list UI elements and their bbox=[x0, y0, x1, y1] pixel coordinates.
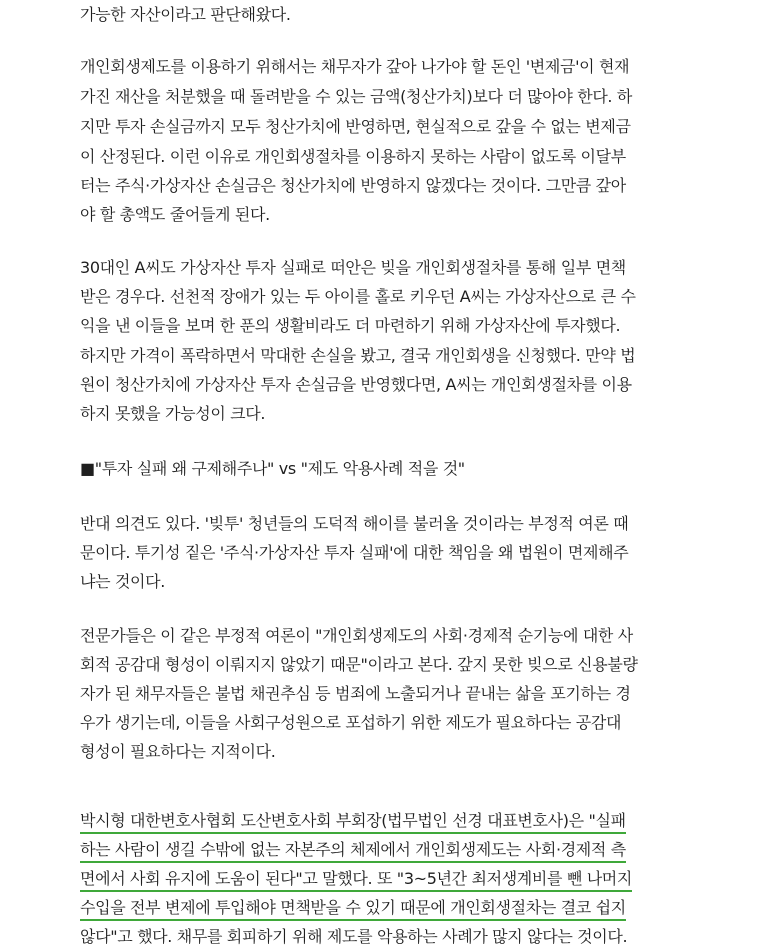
section-subheading: ■"투자 실패 왜 구제해주나" vs "제도 악용사례 적을 것" bbox=[80, 459, 465, 478]
highlighted-text-line: 면에서 사회 유지에 도움이 된다"고 말했다. 또 "3~5년간 최저생계비를 뺀 나머지 bbox=[80, 864, 632, 894]
text-span: 채무를 회피하기 위해 제도를 악용하는 사례가 많지 않다는 것이다. bbox=[172, 927, 628, 946]
text-line: 가진 재산을 처분했을 때 돌려받을 수 있는 금액(청산가치)보다 더 많아야 한다. 하 bbox=[80, 87, 633, 106]
highlighted-text-line: 박시형 대한변호사협회 도산변호사회 부회장(법무법인 선경 대표변호사)은 "실패 bbox=[80, 806, 626, 836]
text-line bbox=[80, 922, 627, 952]
text-line: 받은 경우다. 선천적 장애가 있는 두 아이를 홀로 키우던 A씨는 가상자산으로 큰 수 bbox=[80, 287, 636, 306]
text-line: 지만 투자 손실금까지 모두 청산가치에 반영하면, 현실적으로 갚을 수 없는 변제금 bbox=[80, 117, 631, 136]
text-line: 하지만 가격이 폭락하면서 막대한 손실을 봤고, 결국 개인회생을 신청했다. 만약 법 bbox=[80, 346, 636, 365]
text-line: 자가 된 채무자들은 불법 채권추심 등 범죄에 노출되거나 끝내는 삶을 포기하는 경 bbox=[80, 684, 631, 703]
text-line: 하지 못했을 가능성이 크다. bbox=[80, 404, 266, 423]
text-line: 냐는 것이다. bbox=[80, 572, 166, 591]
text-line: 우가 생기는데, 이들을 사회구성원으로 포섭하기 위한 제도가 필요하다는 공감대 bbox=[80, 713, 622, 732]
text-line: 가능한 자산이라고 판단해왔다. bbox=[80, 5, 291, 24]
text-line: 형성이 필요하다는 지적이다. bbox=[80, 742, 276, 761]
text-line: 회적 공감대 형성이 이뤄지지 않았기 때문"이라고 본다. 갚지 못한 빚으로 신용불량 bbox=[80, 655, 638, 674]
text-line: 문이다. 투기성 짙은 '주식·가상자산 투자 실패'에 대한 책임을 왜 법원이 면제해주 bbox=[80, 543, 629, 562]
text-line: 반대 의견도 있다. '빚투' 청년들의 도덕적 해이를 불러올 것이라는 부정적 여론 때 bbox=[80, 514, 629, 533]
text-line: 전문가들은 이 같은 부정적 여론이 "개인회생제도의 사회·경제적 순기능에 대한 사 bbox=[80, 626, 633, 645]
text-line: 터는 주식·가상자산 손실금은 청산가치에 반영하지 않겠다는 것이다. 그만큼 갚아 bbox=[80, 176, 626, 195]
text-line: 개인회생제도를 이용하기 위해서는 채무자가 갚아 나가야 할 돈인 '변제금'이 현재 bbox=[80, 57, 630, 76]
highlighted-text-span: 않다"고 했다. bbox=[80, 927, 173, 946]
text-line: 익을 낸 이들을 보며 한 푼의 생활비라도 더 마련하기 위해 가상자산에 투자했다. bbox=[80, 316, 621, 335]
text-line: 이 산정된다. 이런 이유로 개인회생절차를 이용하지 못하는 사람이 없도록 이달부 bbox=[80, 147, 626, 166]
text-line: 원이 청산가치에 가상자산 투자 손실금을 반영했다면, A씨는 개인회생절차를 이용 bbox=[80, 375, 632, 394]
text-line: 30대인 A씨도 가상자산 투자 실패로 떠안은 빚을 개인회생절차를 통해 일부 면책 bbox=[80, 258, 626, 277]
highlighted-text-line: 하는 사람이 생길 수밖에 없는 자본주의 체제에서 개인회생제도는 사회·경제적 측 bbox=[80, 835, 626, 865]
highlighted-text-line: 수입을 전부 변제에 투입해야 면책받을 수 있기 때문에 개인회생절차는 결코 쉽지 bbox=[80, 893, 626, 923]
text-line: 야 할 총액도 줄어들게 된다. bbox=[80, 205, 270, 224]
